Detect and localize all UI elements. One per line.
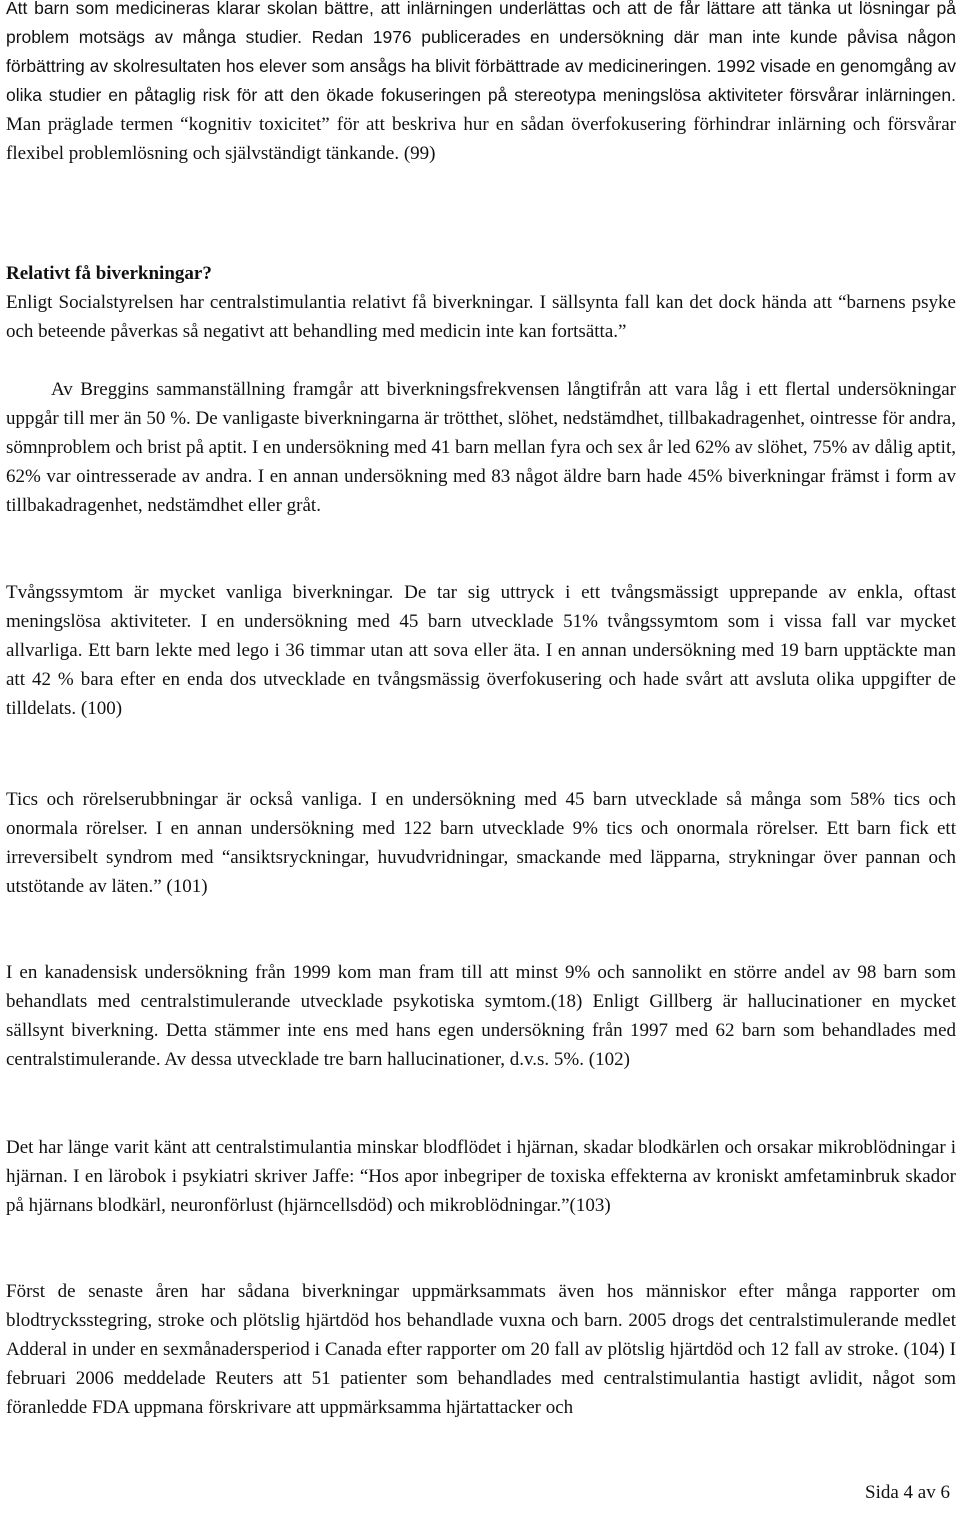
paragraph-cardiac-events: Först de senaste åren har sådana biverkningar uppmärksammats även hos människor efter många rapporter om blodtrycksstegring, stroke och plötslig hjärtdöd hos behandlade vuxna och barn. 2005 drogs det centralstimulerande medlet Adderal in under en sexmånadersperiod i Canada efter rapporter om 20 fall av plötslig hjärtdöd och 12 fall av stroke. (104) I februari 2006 meddelade Reuters att 51 patienter som behandlades med centralstimulantia hastigt avlidit, något som föranledde FDA uppmana förskrivare att uppmärksamma hjärtattacker och [6,1281,956,1418]
paragraph-blood-flow: Det har länge varit känt att centralstimulantia minskar blodflödet i hjärnan, skadar blodkärlen och orsakar mikroblödningar i hjärnan. I en lärobok i psykiatri skriver Jaffe: “Hos apor inbegriper de toxiska effekterna av kroniskt amfetaminbruk skador på hjärnans blodkärl, neuronförlust (hjärncellsdöd) och mikroblödningar.”(103) [6,1137,956,1216]
paragraph-socialstyrelsen: Enligt Socialstyrelsen har centralstimulantia relativt få biverkningar. I sällsynta fall kan det dock hända att “barnens psyke och beteende påverkas så negativt att behandling med medicin inte kan fortsätta.” [6,292,956,342]
paragraph-tics: Tics och rörelserubbningar är också vanliga. I en undersökning med 45 barn utvecklade så många som 58% tics och onormala rörelser. I en annan undersökning med 122 barn utvecklade 9% tics och onormala rörelser. Ett barn fick ett irreversibelt syndrom med “ansiktsryckningar, huvudvridningar, smackande med läpparna, strykningar över pannan och utstötande av läten.” (101) [6,789,956,897]
paragraph-school-performance-sans-part: Att barn som medicineras klarar skolan bättre, att inlärningen underlättas och att de får lättare att tänka ut lösningar på problem motsägs av många studier. Redan 1976 publicerades en undersökning där man inte kunde påvisa någon förbättring av skolresultaten hos elever som ansågs ha blivit förbättrade av medicineringen. 1992 visade en genomgång av olika studier en påtaglig risk för att den ökade fokuseringen på stereotypa meningslösa aktiviteter försvårar inlärningen. [6,0,956,105]
paragraph-compulsive-symptoms: Tvångssymtom är mycket vanliga biverkningar. De tar sig uttryck i ett tvångsmässigt upprepande av enkla, oftast meningslösa aktiviteter. I en undersökning med 45 barn utvecklade 51% tvångssymtom som i vissa fall var mycket allvarliga. Ett barn lekte med lego i 36 timmar utan att sova eller äta. I en annan undersökning med 19 barn upptäckte man att 42 % bara efter en enda dos utvecklade en tvångsmässig överfokusering och hade svårt att avsluta olika uppgifter de tilldelats. (100) [6,582,956,719]
paragraph-breggin-compilation: Av Breggins sammanställning framgår att biverkningsfrekvensen långtifrån att vara låg i ett flertal undersökningar uppgår till mer än 50 %. De vanligaste biverkningarna är trötthet, slöhet, nedstämdhet, tillbakadragenhet, ointresse för andra, sömnproblem och brist på aptit. I en undersökning med 41 barn mellan fyra och sex år led 62% av slöhet, 75% av dålig aptit, 62% var ointresserade av andra. I en annan undersökning med 83 något äldre barn hade 45% biverkningar främst i form av tillbakadragenhet, nedstämdhet eller gråt. [6,379,956,516]
paragraph-psychotic-symptoms: I en kanadensisk undersökning från 1999 kom man fram till att minst 9% och sannolikt en större andel av 98 barn som behandlats med centralstimulerande utvecklade psykotiska symtom.(18) Enligt Gillberg är hallucinationer en mycket sällsynt biverkning. Detta stämmer inte ens med hans egen undersökning från 1997 med 62 barn som behandlades med centralstimulerande. Av dessa utvecklade tre barn hallucinationer, d.v.s. 5%. (102) [6,962,956,1070]
section-heading-side-effects: Relativt få biverkningar? [6,263,212,284]
paragraph-school-performance-serif-part: Man präglade termen “kognitiv toxicitet” för att beskriva hur en sådan överfokusering förhindrar inlärning och försvårar flexibel problemlösning och självständigt tänkande. (99) [6,114,956,164]
page-number-footer: Sida 4 av 6 [865,1482,950,1503]
paragraph-school-performance [6,0,956,168]
